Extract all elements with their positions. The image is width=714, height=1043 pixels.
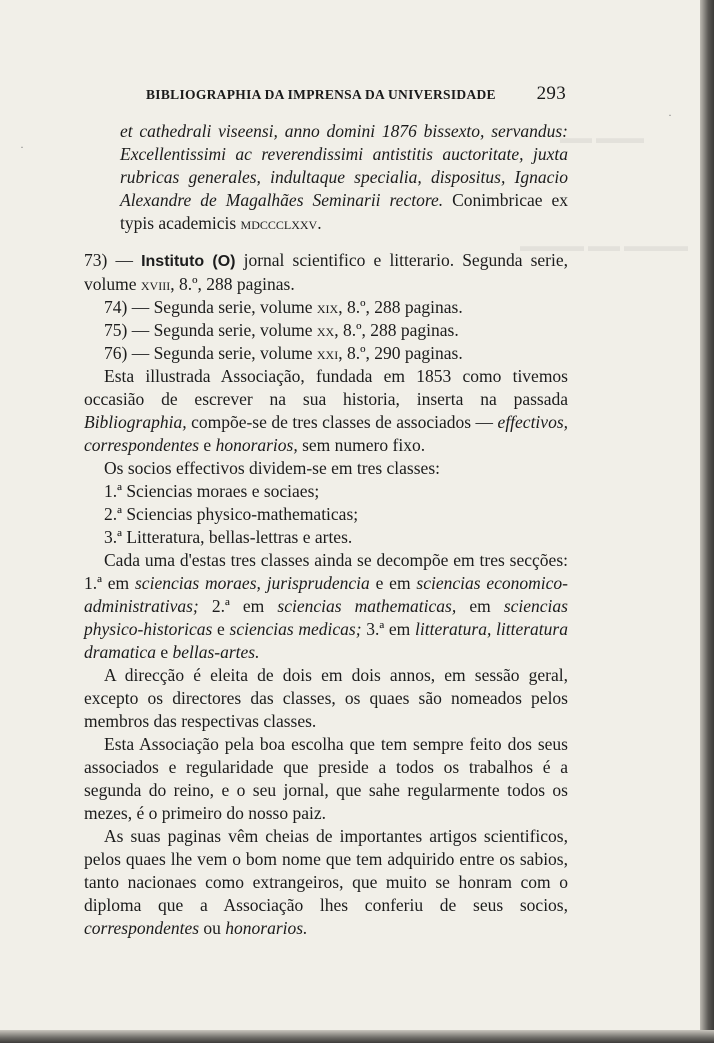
page-body: [84, 120, 568, 940]
entry-text: , 8.º, 290 paginas.: [338, 343, 463, 363]
margin-speck: ·: [668, 108, 672, 122]
italic-text: effectivos, correspondentes: [84, 412, 568, 455]
entry-text: , 8.º, 288 paginas.: [338, 297, 463, 317]
show-through-ghost: ▬▬▬ ▬▬: [560, 130, 644, 147]
imprint-year: mdccclxxv.: [240, 213, 322, 233]
italic-text: sciencias mathematicas,: [277, 596, 457, 616]
imprint-text: Conimbricae ex typis academicis: [120, 190, 569, 233]
entry-76: [84, 342, 568, 365]
continued-entry: [84, 120, 568, 235]
margin-speck: ·: [20, 140, 24, 154]
italic-text: honorarios.: [225, 918, 308, 938]
latin-title-text: et cathedrali viseensi, anno domini 1876 bissexto, servandus: Excellentissimi ac reverendissimi antistitis auctoritate, juxta rubricas generales, indultaque specialia, dispositus, Ignacio Alexandre de Magalhães Seminarii rectore.: [120, 121, 568, 210]
entry-text: , 8.º, 288 paginas.: [334, 320, 459, 340]
body-text: compõe-se de tres classes de associados —: [186, 412, 498, 432]
body-text: ou: [199, 918, 226, 938]
body-text: e: [212, 619, 230, 639]
italic-text: correspondentes: [84, 918, 200, 938]
entry-text: , 8.º, 288 paginas.: [170, 274, 295, 294]
entry-text: jornal scientifico e litterario. Segunda serie, volume: [84, 250, 568, 294]
volume-number: xix: [316, 297, 339, 317]
body-text: em: [456, 596, 504, 616]
body-text: sem numero fixo.: [297, 435, 426, 455]
entry-number: 73) —: [84, 250, 142, 270]
entry-text: 76) — Segunda serie, volume: [104, 343, 317, 363]
italic-text: litteratura, litteratura dramatica: [84, 619, 568, 662]
volume-number: xx: [316, 320, 335, 340]
show-through-ghost: ▬▬▬▬ ▬▬ ▬▬▬▬: [520, 238, 688, 255]
entry-73: [84, 249, 568, 296]
paragraph-pages: [84, 825, 568, 940]
body-text: As suas paginas vêm cheias de importantes artigos scientificos, pelos quaes lhe vem o bom nome que tem adquirido entre os sabios, tanto nacionaes como extrangeiros, que muito se honram com o diploma que a Associação lhes conferiu de seus socios,: [84, 826, 568, 915]
class-item-1: 1.ª Sciencias moraes e sociaes;: [104, 481, 320, 501]
paragraph-direction: A direcção é eleita de dois em dois annos, em sessão geral, excepto os directores das classes, os quaes são nomeados pelos membros das respectivas classes.: [84, 665, 568, 731]
italic-text: sciencias moraes, jurisprudencia: [135, 573, 370, 593]
paragraph-association: [84, 365, 568, 457]
italic-text: sciencias medicas;: [229, 619, 362, 639]
body-text: 3.ª em: [361, 619, 415, 639]
paragraph-classes-intro: Os socios effectivos dividem-se em tres classes:: [104, 458, 440, 478]
entry-text: 74) — Segunda serie, volume: [104, 297, 317, 317]
italic-text: sciencias economico-administrativas;: [84, 573, 569, 616]
entry-title: Instituto (O): [141, 253, 236, 270]
body-text: 2.ª em: [198, 596, 278, 616]
paragraph-sections: [84, 549, 568, 664]
header-title: BIBLIOGRAPHIA DA IMPRENSA DA UNIVERSIDADE: [146, 87, 496, 102]
italic-text: bellas-artes.: [172, 642, 260, 662]
entry-text: 75) — Segunda serie, volume: [104, 320, 317, 340]
class-item-2: 2.ª Sciencias physico-mathematicas;: [104, 504, 359, 524]
body-text: e: [199, 435, 216, 455]
italic-text: sciencias physico-historicas: [84, 596, 568, 639]
volume-number: xviii: [140, 274, 171, 294]
body-text: Cada uma d'estas tres classes ainda se decompõe em tres secções: 1.ª em: [84, 550, 568, 593]
class-item-3: 3.ª Litteratura, bellas-lettras e artes.: [104, 527, 353, 547]
spacer: [84, 235, 568, 249]
paragraph-journal: Esta Associação pela boa escolha que tem sempre feito dos seus associados e regularidade que preside a todos os trabalhos é a segunda do reino, e o seu jornal, que sahe regularmente todos os mezes, é o primeiro do nosso paiz.: [84, 734, 568, 823]
page-number: 293: [536, 83, 566, 104]
italic-text: honorarios,: [215, 435, 298, 455]
page-edge-right: [700, 0, 714, 1043]
body-text: Esta illustrada Associação, fundada em 1853 como tivemos occasião de escrever na sua historia, inserta na passada: [84, 366, 568, 409]
body-text: e: [155, 642, 173, 662]
entry-74: [84, 296, 568, 319]
italic-text: Bibliographia,: [84, 412, 187, 432]
page-edge-bottom: [0, 1030, 714, 1043]
entry-75: [84, 319, 568, 342]
body-text: e em: [369, 573, 417, 593]
volume-number: xxi: [316, 343, 339, 363]
